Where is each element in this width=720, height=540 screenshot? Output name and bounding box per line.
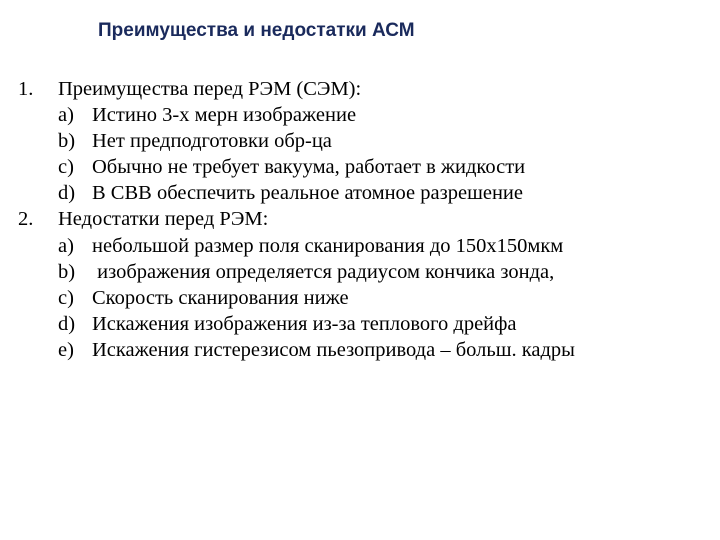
list-item-letter: c) xyxy=(58,286,74,309)
list-item-letter: a) xyxy=(58,104,74,127)
list-item xyxy=(0,311,720,337)
list-item-letter: d) xyxy=(58,182,76,205)
list-item-letter: e) xyxy=(58,338,74,361)
list-item xyxy=(0,285,720,311)
list-item-text: изображения определяется радиусом кончика зонда, xyxy=(92,260,555,283)
list-item-text: небольшой размер поля сканирования до 150х150мкм xyxy=(92,234,564,257)
list-item-letter: b) xyxy=(58,260,76,283)
list-item xyxy=(0,180,720,206)
list-item-text: В СВВ обеспечить реальное атомное разрешение xyxy=(92,182,523,205)
list-item-text: Истино 3-х мерн изображение xyxy=(92,104,357,127)
section-heading-text: Преимущества перед РЭМ (СЭМ): xyxy=(58,78,362,100)
list-item xyxy=(0,259,720,285)
list-item xyxy=(0,102,720,128)
slide-content xyxy=(0,76,720,363)
list-item-text: Искажения гистерезисом пьезопривода – больш. кадры xyxy=(92,338,575,361)
section-heading-disadvantages xyxy=(0,206,720,232)
section-heading-advantages xyxy=(0,76,720,102)
slide-title: Преимущества и недостатки АСМ xyxy=(98,20,415,41)
list-item xyxy=(0,337,720,363)
list-item-text: Скорость сканирования ниже xyxy=(92,286,349,309)
list-item xyxy=(0,154,720,180)
list-item-text: Искажения изображения из-за теплового дрейфа xyxy=(92,312,517,335)
list-item-letter: b) xyxy=(58,130,76,153)
list-item-text: Нет предподготовки обр-ца xyxy=(92,130,332,153)
section-number: 1. xyxy=(18,78,34,100)
section-number: 2. xyxy=(18,208,34,231)
list-item xyxy=(0,128,720,154)
list-item xyxy=(0,233,720,259)
section-heading-text: Недостатки перед РЭМ: xyxy=(58,208,269,231)
list-item-letter: c) xyxy=(58,156,74,179)
list-item-letter: a) xyxy=(58,234,74,257)
list-item-text: Обычно не требует вакуума, работает в жидкости xyxy=(92,156,526,179)
list-item-letter: d) xyxy=(58,312,76,335)
